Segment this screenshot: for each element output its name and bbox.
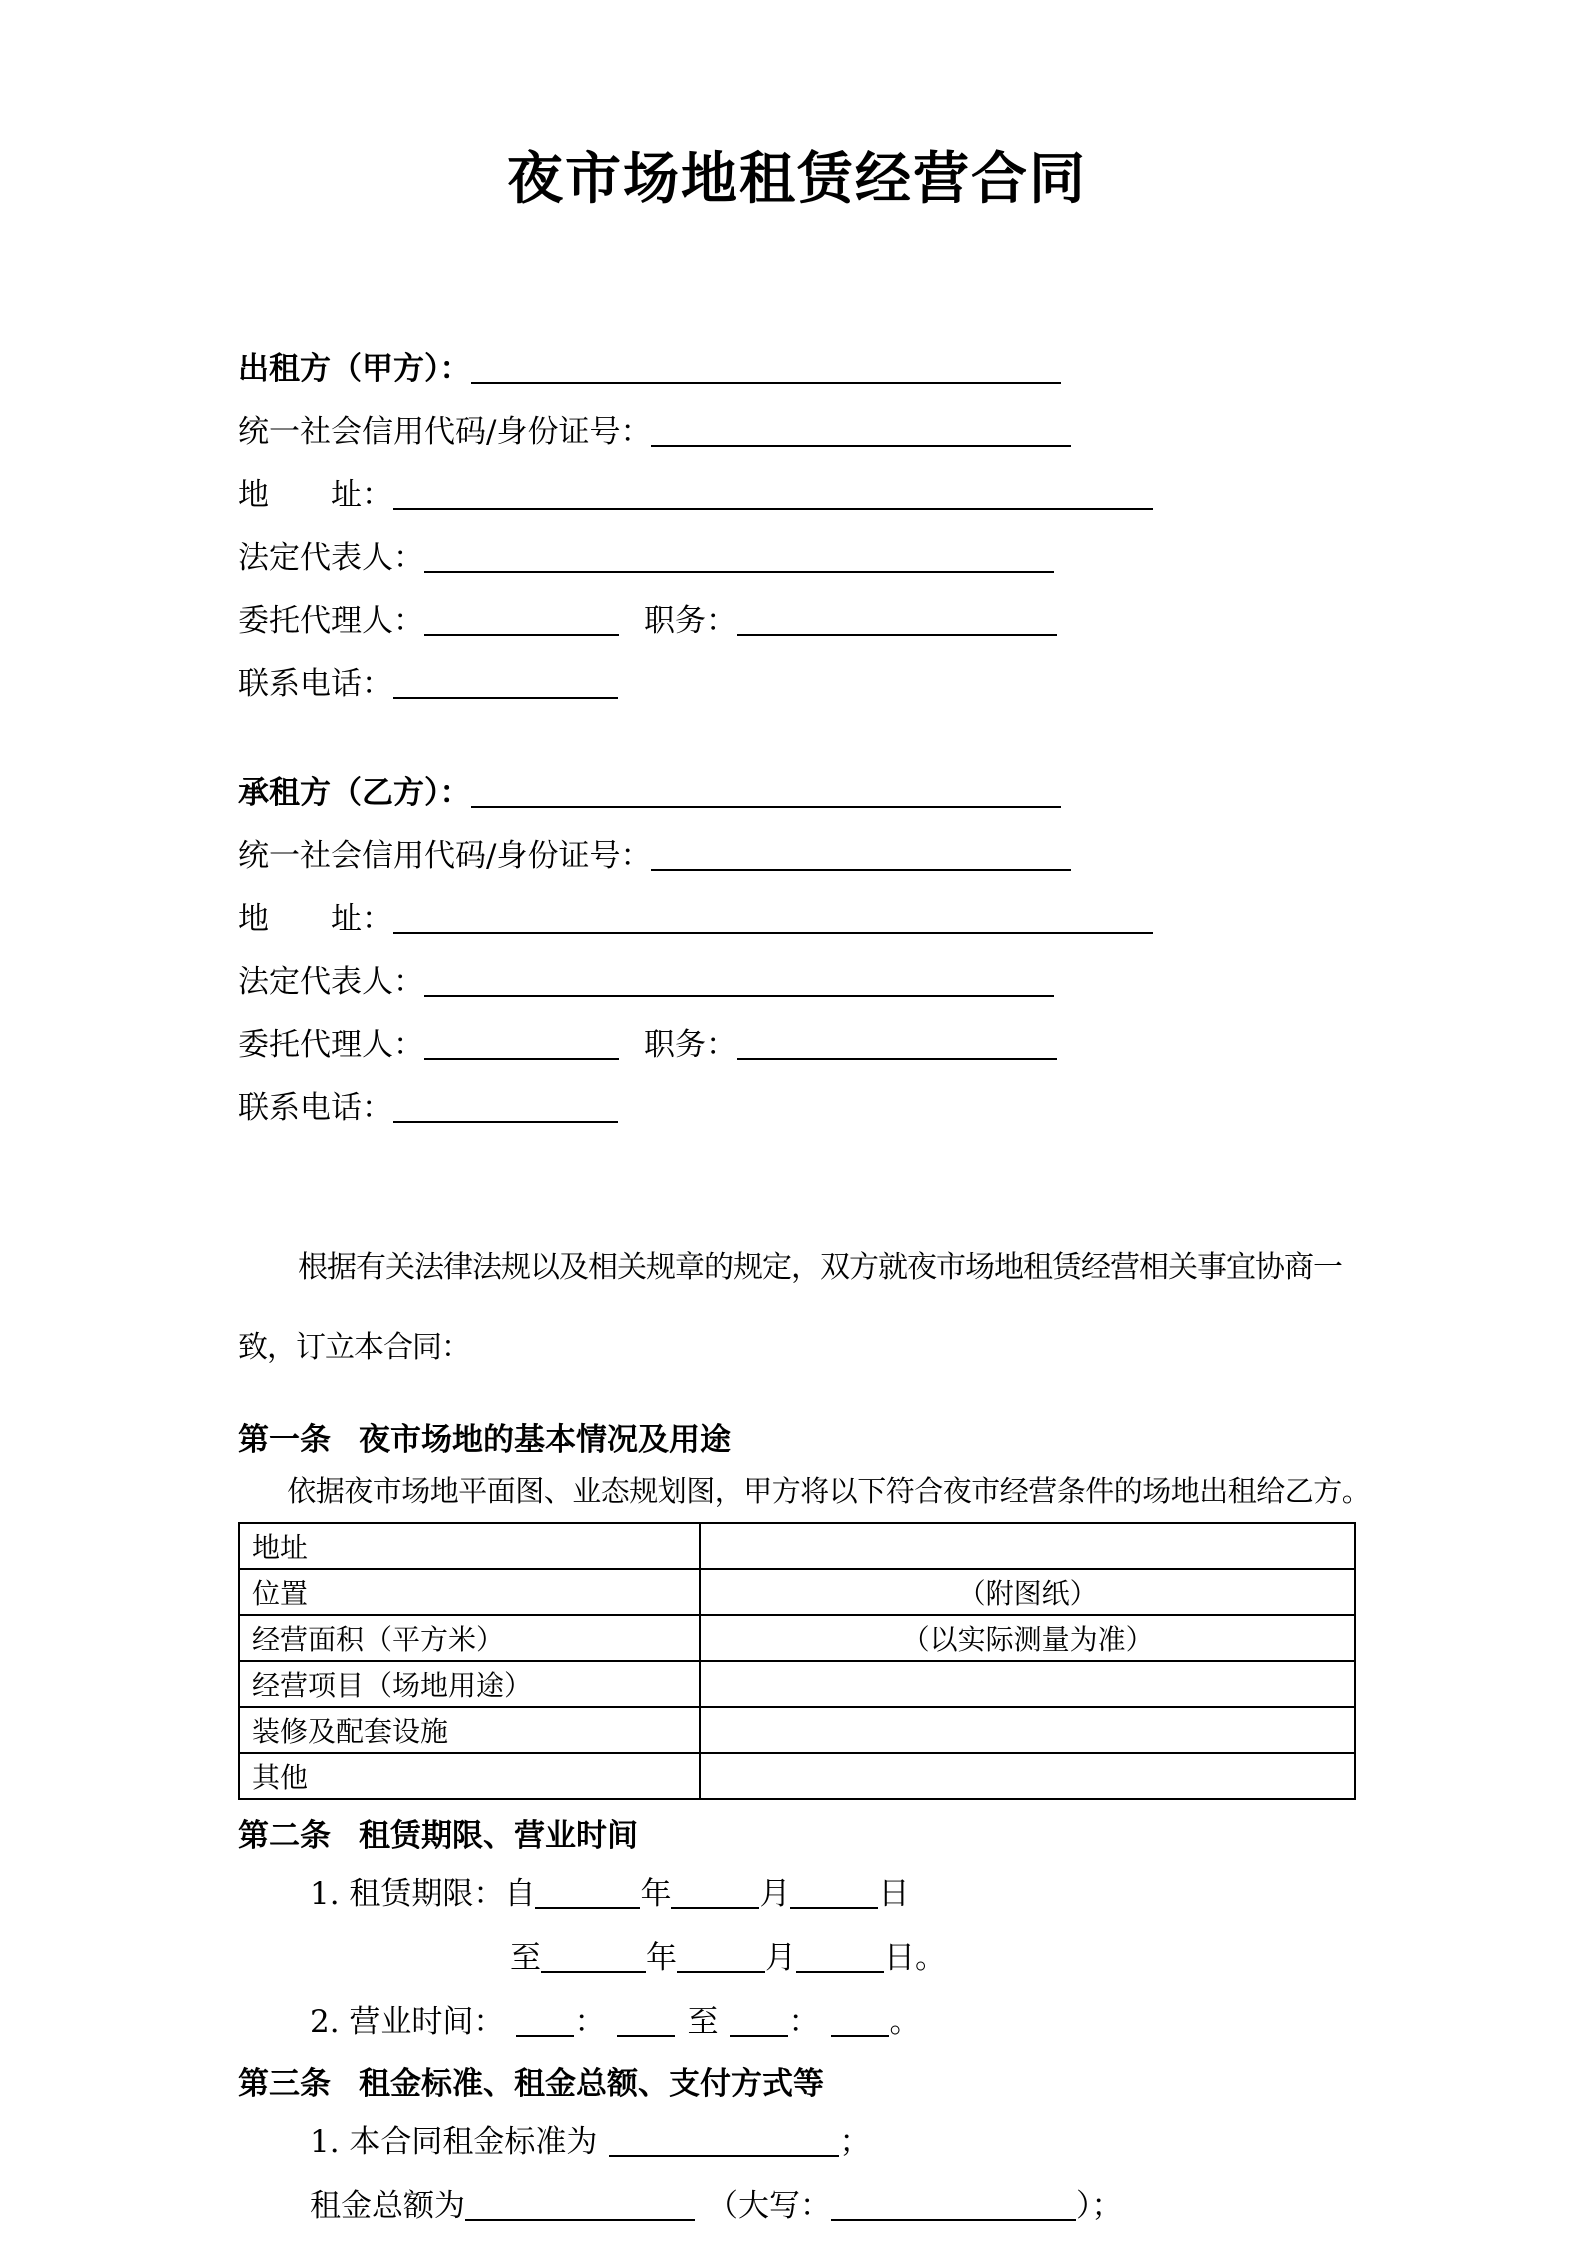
party-a-agent-line — [238, 590, 1356, 653]
article-2-heading — [238, 1810, 1356, 1862]
business-hours-label: 2. 营业时间： — [310, 2004, 505, 2040]
party-a-legal-rep-blank — [424, 565, 1054, 573]
capital-amount-blank — [831, 2213, 1076, 2221]
table-label-address: 地址 — [239, 1523, 700, 1569]
party-b-phone-line — [238, 1077, 1356, 1140]
colon-char: ： — [788, 2004, 820, 2040]
article-3-number: 第三条 — [238, 2066, 331, 2102]
address-label: 地 址： — [238, 901, 393, 937]
position-label: 职务： — [644, 1027, 737, 1063]
party-b-legal-rep-blank — [424, 989, 1054, 997]
table-value-area: （以实际测量为准） — [700, 1615, 1355, 1661]
year-char: 年 — [640, 1876, 672, 1912]
day-end-char: 日。 — [884, 1940, 946, 1976]
open-hour-blank — [516, 2029, 574, 2037]
period-char: 。 — [889, 2004, 921, 2040]
article-1-heading — [238, 1414, 1356, 1466]
open-minute-blank — [617, 2029, 675, 2037]
address-label: 地 址： — [238, 477, 393, 513]
article-2-title: 租赁期限、营业时间 — [359, 1818, 638, 1854]
venue-info-table — [238, 1522, 1356, 1800]
party-b-block — [238, 762, 1356, 1140]
table-value-location: （附图纸） — [700, 1569, 1355, 1615]
article-3-heading — [238, 2058, 1356, 2110]
party-a-phone-blank — [393, 691, 618, 699]
party-b-label: 承租方（乙方）： — [238, 775, 471, 811]
article-1-title: 夜市场地的基本情况及用途 — [359, 1422, 731, 1458]
from-year-blank — [535, 1901, 640, 1909]
rent-standard-line — [238, 2110, 1356, 2174]
table-row-other — [239, 1753, 1355, 1799]
party-b-agent-line — [238, 1014, 1356, 1077]
party-b-credit-line — [238, 825, 1356, 888]
table-row-location — [239, 1569, 1355, 1615]
to-month-blank — [677, 1965, 765, 1973]
table-value-business-items — [700, 1661, 1355, 1707]
party-b-legal-rep-line — [238, 951, 1356, 1014]
rent-total-blank — [465, 2213, 695, 2221]
party-a-agent-blank — [424, 628, 619, 636]
article-3-title: 租金标准、租金总额、支付方式等 — [359, 2066, 824, 2102]
close-hour-blank — [730, 2029, 788, 2037]
table-label-area: 经营面积（平方米） — [239, 1615, 700, 1661]
closing-paren-semicolon: ）； — [1076, 2188, 1123, 2224]
table-label-other: 其他 — [239, 1753, 700, 1799]
rent-total-line — [238, 2174, 1356, 2238]
rent-total-label: 租金总额为 — [310, 2188, 465, 2224]
document-title: 夜市场地租赁经营合同 — [507, 146, 1087, 212]
to-word: 至 — [687, 2004, 719, 2040]
capital-amount-label: （大写： — [707, 2188, 831, 2224]
rent-standard-blank — [609, 2149, 839, 2157]
party-b-phone-blank — [393, 1115, 618, 1123]
business-hours-line — [238, 1990, 1356, 2054]
credit-code-label: 统一社会信用代码/身份证号： — [238, 414, 652, 450]
table-label-facilities: 装修及配套设施 — [239, 1707, 700, 1753]
credit-code-label: 统一社会信用代码/身份证号： — [238, 838, 652, 874]
position-label: 职务： — [644, 603, 737, 639]
party-a-legal-rep-line — [238, 527, 1356, 590]
month-char: 月 — [765, 1940, 796, 1976]
table-row-facilities — [239, 1707, 1355, 1753]
agent-label: 委托代理人： — [238, 603, 424, 639]
party-a-credit-blank — [651, 439, 1071, 447]
table-row-area — [239, 1615, 1355, 1661]
to-char: 至 — [510, 1940, 541, 1976]
agent-label: 委托代理人： — [238, 1027, 424, 1063]
preamble-paragraph: 根据有关法律法规以及相关规章的规定，双方就夜市场地租赁经营相关事宜协商一致，订立本合同： — [238, 1250, 1342, 1365]
party-b-credit-blank — [651, 863, 1071, 871]
table-label-business-items: 经营项目（场地用途） — [239, 1661, 700, 1707]
year-char: 年 — [646, 1940, 677, 1976]
article-2-number: 第二条 — [238, 1818, 331, 1854]
party-b-agent-blank — [424, 1052, 619, 1060]
day-char: 日 — [878, 1876, 910, 1912]
legal-rep-label: 法定代表人： — [238, 540, 424, 576]
table-value-other — [700, 1753, 1355, 1799]
from-char: 自 — [504, 1876, 536, 1912]
party-b-name-blank — [471, 800, 1061, 808]
from-month-blank — [671, 1901, 759, 1909]
party-a-block — [238, 338, 1356, 716]
party-a-label: 出租方（甲方）： — [238, 351, 471, 387]
party-b-position-blank — [737, 1052, 1057, 1060]
party-a-position-blank — [737, 628, 1057, 636]
party-a-phone-line — [238, 653, 1356, 716]
lease-term-label: 1. 租赁期限： — [310, 1876, 505, 1912]
table-value-address — [700, 1523, 1355, 1569]
article-1-intro: 依据夜市场地平面图、业态规划图，甲方将以下符合夜市经营条件的场地出租给乙方。 — [287, 1474, 1371, 1508]
table-value-facilities — [700, 1707, 1355, 1753]
to-year-blank — [541, 1965, 646, 1973]
lease-term-line-from — [238, 1862, 1356, 1926]
phone-label: 联系电话： — [238, 666, 393, 702]
semicolon-char: ； — [839, 2124, 871, 2160]
phone-label: 联系电话： — [238, 1090, 393, 1126]
party-a-name-blank — [471, 376, 1061, 384]
party-b-address-blank — [393, 926, 1153, 934]
month-char: 月 — [759, 1876, 791, 1912]
rent-standard-label: 1. 本合同租金标准为 — [310, 2124, 598, 2160]
party-a-address-blank — [393, 502, 1153, 510]
close-minute-blank — [831, 2029, 889, 2037]
party-a-address-line — [238, 464, 1356, 527]
party-b-name-line — [238, 762, 1356, 825]
legal-rep-label: 法定代表人： — [238, 964, 424, 1000]
table-label-location: 位置 — [239, 1569, 700, 1615]
table-row-business-items — [239, 1661, 1355, 1707]
colon-char: ： — [574, 2004, 606, 2040]
from-day-blank — [790, 1901, 878, 1909]
party-b-address-line — [238, 888, 1356, 951]
party-a-credit-line — [238, 401, 1356, 464]
lease-term-line-to — [238, 1926, 1356, 1990]
article-1-number: 第一条 — [238, 1422, 331, 1458]
party-a-name-line — [238, 338, 1356, 401]
table-row-address — [239, 1523, 1355, 1569]
to-day-blank — [796, 1965, 884, 1973]
